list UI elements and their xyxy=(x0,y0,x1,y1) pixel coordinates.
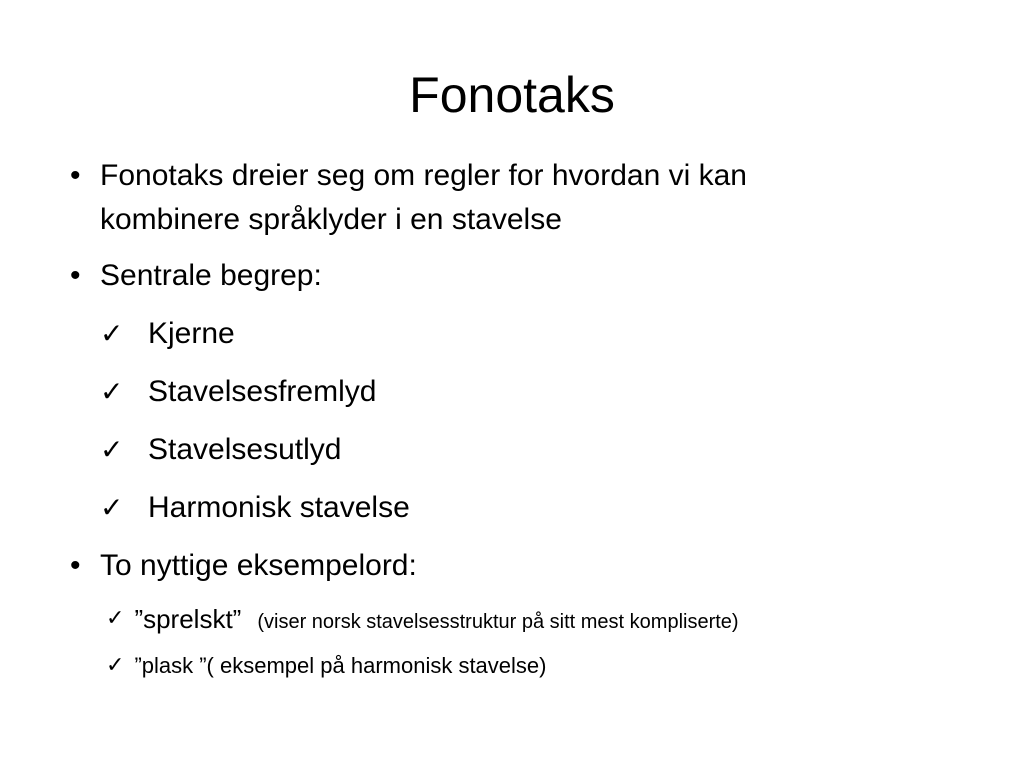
check-item xyxy=(60,370,960,414)
slide-title: Fonotaks xyxy=(409,67,615,123)
bullet-text: Sentrale begrep: xyxy=(100,259,322,292)
check-item-text: Stavelsesfremlyd xyxy=(148,375,377,408)
bullet-item xyxy=(60,254,960,298)
checkmark-icon: ✓ xyxy=(100,491,124,524)
checkmark-icon: ✓ xyxy=(100,433,124,466)
check-item-text: ”plask ”( eksempel på harmonisk stavelse) xyxy=(134,653,547,678)
check-item xyxy=(60,428,960,472)
bullet-text xyxy=(100,154,960,242)
bullet-dot-icon: • xyxy=(70,259,81,292)
bullet-item xyxy=(60,544,960,588)
check-item-text: Stavelsesutlyd xyxy=(148,433,342,466)
bullet-line: kombinere språklyder i en stavelse xyxy=(100,203,562,236)
check-item xyxy=(60,602,960,639)
bullet-dot-icon: • xyxy=(70,549,81,582)
checkmark-icon: ✓ xyxy=(100,375,124,408)
check-item xyxy=(60,312,960,356)
checkmark-icon: ✓ xyxy=(106,606,125,631)
check-item-text: Harmonisk stavelse xyxy=(148,491,410,524)
slide-content xyxy=(60,150,960,683)
bullet-dot-icon: • xyxy=(70,159,81,192)
bullet-text: To nyttige eksempelord: xyxy=(100,549,417,582)
bullet-line: Fonotaks dreier seg om regler for hvordan vi kan xyxy=(100,159,747,192)
check-item xyxy=(60,649,960,683)
check-item-text: Kjerne xyxy=(148,317,235,350)
example-word: ”sprelskt” xyxy=(134,604,242,634)
checkmark-icon: ✓ xyxy=(100,317,124,350)
checkmark-icon: ✓ xyxy=(106,653,125,678)
check-item xyxy=(60,486,960,530)
bullet-item xyxy=(60,154,960,242)
example-note: (viser norsk stavelsesstruktur på sitt mest kompliserte) xyxy=(257,611,739,633)
